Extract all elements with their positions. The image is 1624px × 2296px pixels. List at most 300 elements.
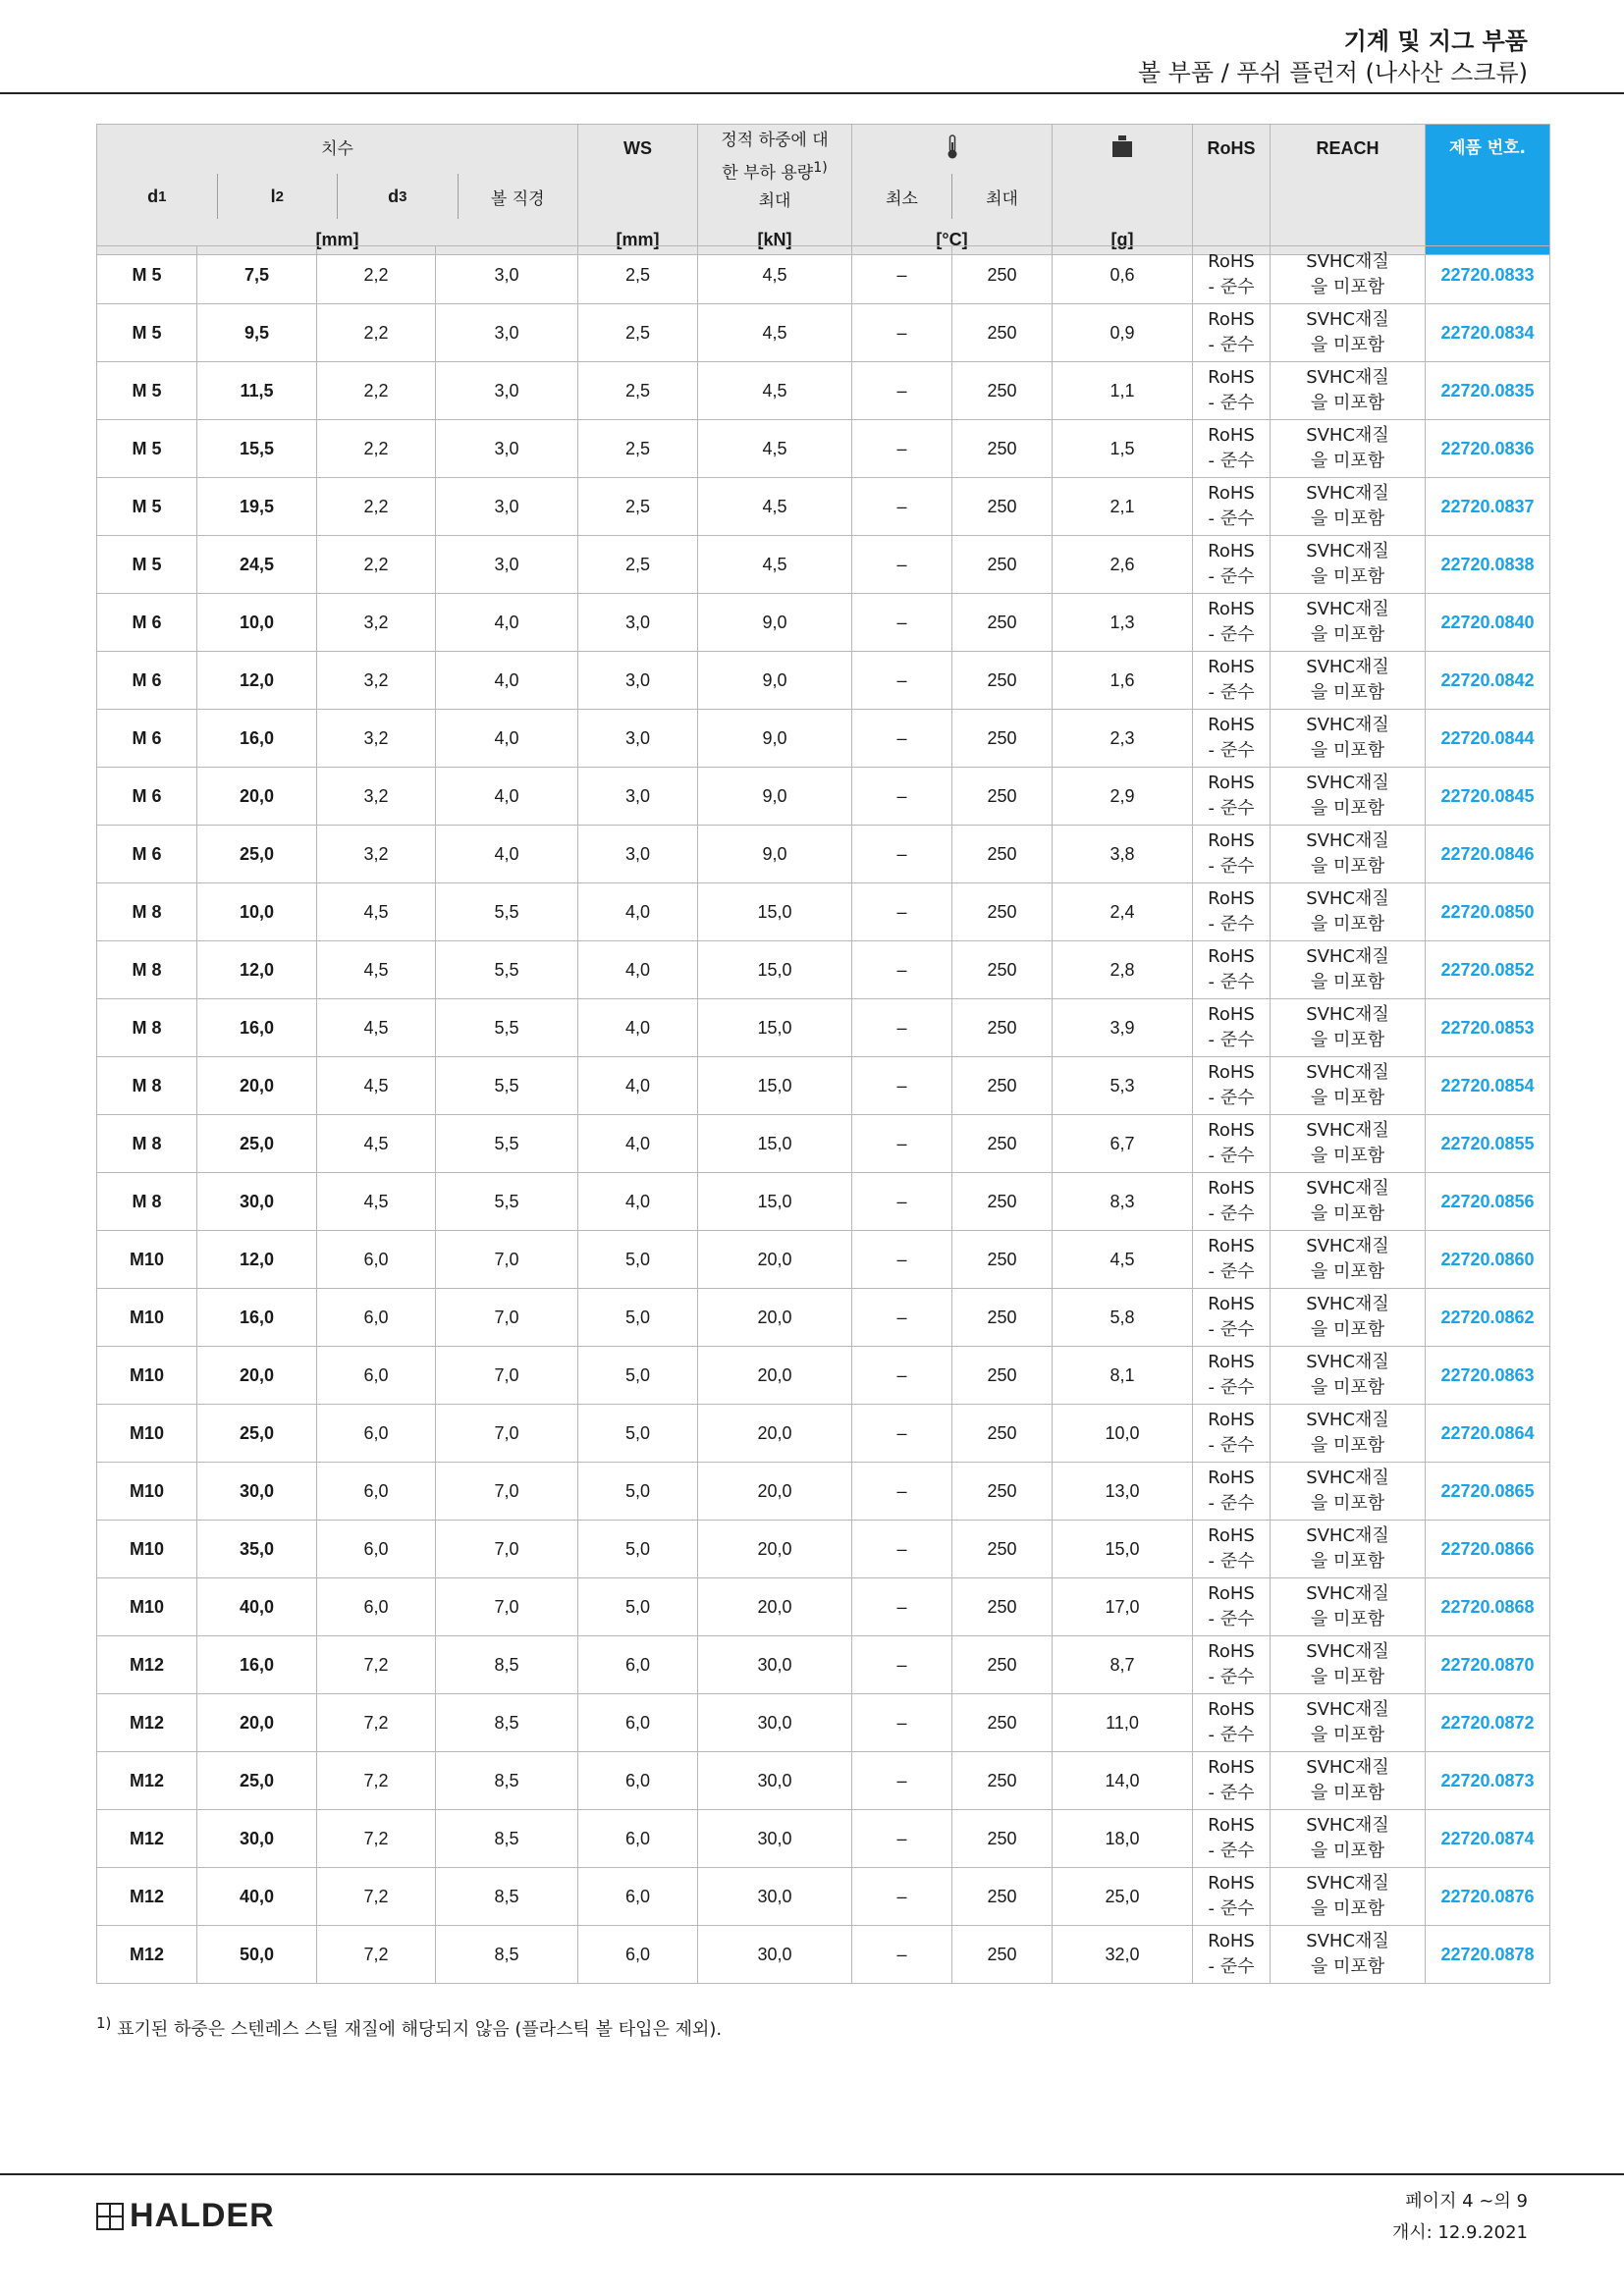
cell-d1: M10 — [97, 1578, 197, 1636]
rohs-line1: RoHS — [1208, 425, 1255, 446]
cell-d1: M10 — [97, 1347, 197, 1405]
rohs-line2: - 준수 — [1208, 508, 1255, 529]
rohs-line2: - 준수 — [1208, 335, 1255, 355]
table-row — [97, 536, 1550, 594]
cell-load: 30,0 — [698, 1810, 852, 1868]
cell-load: 4,5 — [698, 536, 852, 594]
cell-reach — [1271, 1405, 1426, 1463]
cell-d3: 2,2 — [317, 362, 436, 420]
part-number-label: 제품 번호. — [1448, 138, 1527, 158]
reach-line2: 을 미포함 — [1310, 1030, 1385, 1050]
cell-l2: 25,0 — [197, 1115, 317, 1173]
cell-part-number[interactable]: 22720.0844 — [1426, 710, 1550, 768]
cell-weight: 32,0 — [1053, 1926, 1193, 1984]
cell-d3: 7,2 — [317, 1868, 436, 1926]
cell-temp-min: – — [852, 1636, 952, 1694]
cell-ball-diameter: 8,5 — [436, 1810, 578, 1868]
table-row — [97, 478, 1550, 536]
cell-ws: 5,0 — [578, 1463, 698, 1521]
table-row — [97, 1115, 1550, 1173]
reach-line2: 을 미포함 — [1310, 1956, 1385, 1977]
rohs-line2: - 준수 — [1208, 1841, 1255, 1861]
cell-load: 30,0 — [698, 1694, 852, 1752]
cell-d1: M 6 — [97, 768, 197, 826]
publish-date: 개시: 12.9.2021 — [1391, 2222, 1528, 2243]
cell-load: 4,5 — [698, 246, 852, 304]
cell-temp-min: – — [852, 768, 952, 826]
rohs-label: RoHS — [1207, 138, 1256, 158]
cell-part-number[interactable]: 22720.0873 — [1426, 1752, 1550, 1810]
load-header — [698, 125, 852, 255]
cell-d1: M 6 — [97, 826, 197, 883]
cell-ball-diameter: 5,5 — [436, 999, 578, 1057]
reach-line2: 을 미포함 — [1310, 740, 1385, 761]
cell-part-number[interactable]: 22720.0865 — [1426, 1463, 1550, 1521]
cell-reach — [1271, 594, 1426, 652]
cell-part-number[interactable]: 22720.0837 — [1426, 478, 1550, 536]
cell-ball-diameter: 3,0 — [436, 362, 578, 420]
cell-d3: 4,5 — [317, 1173, 436, 1231]
table-row — [97, 883, 1550, 941]
reach-line2: 을 미포함 — [1310, 1319, 1385, 1340]
table-row — [97, 1752, 1550, 1810]
cell-temp-max: 250 — [952, 1636, 1053, 1694]
cell-reach — [1271, 652, 1426, 710]
rohs-line1: RoHS — [1208, 1757, 1255, 1778]
cell-part-number[interactable]: 22720.0864 — [1426, 1405, 1550, 1463]
reach-line1: SVHC재질 — [1306, 425, 1389, 446]
rohs-line1: RoHS — [1208, 483, 1255, 504]
cell-rohs — [1193, 652, 1271, 710]
rohs-line2: - 준수 — [1208, 1493, 1255, 1514]
cell-part-number[interactable]: 22720.0876 — [1426, 1868, 1550, 1926]
cell-reach — [1271, 478, 1426, 536]
ws-label: WS — [623, 138, 652, 158]
rohs-line2: - 준수 — [1208, 624, 1255, 645]
reach-line2: 을 미포함 — [1310, 335, 1385, 355]
cell-d1: M 6 — [97, 594, 197, 652]
cell-ws: 5,0 — [578, 1289, 698, 1347]
cell-reach — [1271, 710, 1426, 768]
cell-l2: 20,0 — [197, 1694, 317, 1752]
cell-temp-min: – — [852, 1868, 952, 1926]
cell-load: 15,0 — [698, 1057, 852, 1115]
cell-rohs — [1193, 478, 1271, 536]
cell-l2: 16,0 — [197, 710, 317, 768]
cell-rohs — [1193, 1636, 1271, 1694]
rohs-line2: - 준수 — [1208, 1146, 1255, 1166]
cell-part-number[interactable]: 22720.0862 — [1426, 1289, 1550, 1347]
cell-weight: 2,8 — [1053, 941, 1193, 999]
rohs-line1: RoHS — [1208, 1062, 1255, 1083]
cell-l2: 25,0 — [197, 1405, 317, 1463]
rohs-line2: - 준수 — [1208, 1898, 1255, 1919]
cell-temp-max: 250 — [952, 536, 1053, 594]
cell-weight: 18,0 — [1053, 1810, 1193, 1868]
rohs-line1: RoHS — [1208, 599, 1255, 619]
load-label — [698, 127, 851, 215]
cell-ws: 2,5 — [578, 536, 698, 594]
cell-part-number[interactable]: 22720.0855 — [1426, 1115, 1550, 1173]
reach-line1: SVHC재질 — [1306, 888, 1389, 909]
cell-ball-diameter: 4,0 — [436, 594, 578, 652]
reach-line2: 을 미포함 — [1310, 1203, 1385, 1224]
cell-ws: 5,0 — [578, 1347, 698, 1405]
rohs-line2: - 준수 — [1208, 856, 1255, 877]
cell-ws: 3,0 — [578, 826, 698, 883]
cell-weight: 8,1 — [1053, 1347, 1193, 1405]
cell-ws: 5,0 — [578, 1521, 698, 1578]
cell-part-number[interactable]: 22720.0853 — [1426, 999, 1550, 1057]
rohs-line2: - 준수 — [1208, 1609, 1255, 1629]
cell-d1: M12 — [97, 1694, 197, 1752]
rohs-line2: - 준수 — [1208, 972, 1255, 992]
reach-line1: SVHC재질 — [1306, 1641, 1389, 1662]
table-header-row — [97, 125, 1550, 255]
cell-l2: 30,0 — [197, 1463, 317, 1521]
cell-ws: 2,5 — [578, 478, 698, 536]
d3-header: d 3 — [337, 174, 458, 219]
reach-line2: 을 미포함 — [1310, 1783, 1385, 1803]
cell-d1: M 6 — [97, 652, 197, 710]
table-row — [97, 1463, 1550, 1521]
cell-rohs — [1193, 1347, 1271, 1405]
reach-line1: SVHC재질 — [1306, 1236, 1389, 1256]
cell-ws: 4,0 — [578, 1173, 698, 1231]
cell-d3: 6,0 — [317, 1405, 436, 1463]
cell-part-number[interactable]: 22720.0872 — [1426, 1694, 1550, 1752]
table-row — [97, 652, 1550, 710]
table-row — [97, 1521, 1550, 1578]
cell-part-number[interactable]: 22720.0863 — [1426, 1347, 1550, 1405]
reach-line1: SVHC재질 — [1306, 1525, 1389, 1546]
rohs-line1: RoHS — [1208, 1120, 1255, 1141]
cell-l2: 16,0 — [197, 999, 317, 1057]
cell-ball-diameter: 3,0 — [436, 536, 578, 594]
cell-part-number[interactable]: 22720.0845 — [1426, 768, 1550, 826]
cell-part-number[interactable]: 22720.0868 — [1426, 1578, 1550, 1636]
rohs-line1: RoHS — [1208, 946, 1255, 967]
cell-weight: 2,3 — [1053, 710, 1193, 768]
cell-ball-diameter: 7,0 — [436, 1463, 578, 1521]
cell-d3: 6,0 — [317, 1289, 436, 1347]
rohs-header — [1193, 125, 1271, 255]
cell-ws: 4,0 — [578, 1115, 698, 1173]
cell-temp-max: 250 — [952, 1057, 1053, 1115]
reach-line2: 을 미포함 — [1310, 277, 1385, 297]
rohs-line2: - 준수 — [1208, 1319, 1255, 1340]
cell-rohs — [1193, 594, 1271, 652]
table-row — [97, 304, 1550, 362]
cell-l2: 15,5 — [197, 420, 317, 478]
cell-part-number[interactable]: 22720.0860 — [1426, 1231, 1550, 1289]
cell-ball-diameter: 4,0 — [436, 652, 578, 710]
cell-ws: 4,0 — [578, 1057, 698, 1115]
cell-d3: 3,2 — [317, 826, 436, 883]
cell-load: 9,0 — [698, 710, 852, 768]
rohs-line1: RoHS — [1208, 715, 1255, 735]
reach-line2: 을 미포함 — [1310, 566, 1385, 587]
cell-load: 20,0 — [698, 1578, 852, 1636]
cell-weight: 0,9 — [1053, 304, 1193, 362]
load-label-line2: 한 부하 용량$^{1)}$ — [722, 160, 828, 184]
cell-d3: 4,5 — [317, 999, 436, 1057]
rohs-line2: - 준수 — [1208, 682, 1255, 703]
reach-line2: 을 미포함 — [1310, 1261, 1385, 1282]
cell-temp-min: – — [852, 1694, 952, 1752]
cell-part-number[interactable]: 22720.0878 — [1426, 1926, 1550, 1984]
cell-weight: 6,7 — [1053, 1115, 1193, 1173]
cell-weight: 8,3 — [1053, 1173, 1193, 1231]
reach-line1: SVHC재질 — [1306, 946, 1389, 967]
reach-line1: SVHC재질 — [1306, 773, 1389, 793]
cell-temp-max: 250 — [952, 1231, 1053, 1289]
cell-rohs — [1193, 246, 1271, 304]
reach-line1: SVHC재질 — [1306, 715, 1389, 735]
cell-d1: M 8 — [97, 1057, 197, 1115]
rohs-line1: RoHS — [1208, 773, 1255, 793]
table-row — [97, 1578, 1550, 1636]
footnote-mark: 1) — [96, 2014, 112, 2032]
cell-ws: 2,5 — [578, 246, 698, 304]
cell-d1: M 8 — [97, 1173, 197, 1231]
cell-weight: 1,5 — [1053, 420, 1193, 478]
cell-load: 30,0 — [698, 1926, 852, 1984]
reach-line2: 을 미포함 — [1310, 1609, 1385, 1629]
cell-load: 4,5 — [698, 478, 852, 536]
cell-ball-diameter: 5,5 — [436, 1115, 578, 1173]
cell-temp-min: – — [852, 1578, 952, 1636]
cell-d1: M 8 — [97, 883, 197, 941]
cell-d1: M12 — [97, 1752, 197, 1810]
table-row — [97, 710, 1550, 768]
cell-part-number[interactable]: 22720.0866 — [1426, 1521, 1550, 1578]
cell-d1: M12 — [97, 1868, 197, 1926]
cell-rohs — [1193, 362, 1271, 420]
page-subtitle: 볼 부품 / 푸쉬 플런저 (나사산 스크류) — [1137, 59, 1528, 86]
rohs-line1: RoHS — [1208, 1699, 1255, 1720]
cell-load: 9,0 — [698, 594, 852, 652]
rohs-line2: - 준수 — [1208, 1667, 1255, 1687]
cell-l2: 25,0 — [197, 1752, 317, 1810]
ws-unit: [mm] — [616, 230, 660, 249]
cell-temp-max: 250 — [952, 1926, 1053, 1984]
reach-line2: 을 미포함 — [1310, 1493, 1385, 1514]
rohs-line2: - 준수 — [1208, 1030, 1255, 1050]
cell-temp-max: 250 — [952, 1115, 1053, 1173]
cell-d3: 3,2 — [317, 768, 436, 826]
cell-ws: 5,0 — [578, 1231, 698, 1289]
temperature-icon-wrap — [852, 134, 1052, 168]
cell-part-number[interactable]: 22720.0852 — [1426, 941, 1550, 999]
load-label-line1: 정적 하중에 대 — [721, 131, 829, 150]
cell-ball-diameter: 4,0 — [436, 768, 578, 826]
cell-rohs — [1193, 1289, 1271, 1347]
cell-part-number[interactable]: 22720.0834 — [1426, 304, 1550, 362]
table-row — [97, 420, 1550, 478]
cell-rohs — [1193, 1578, 1271, 1636]
cell-load: 30,0 — [698, 1868, 852, 1926]
reach-line2: 을 미포함 — [1310, 624, 1385, 645]
cell-part-number[interactable]: 22720.0842 — [1426, 652, 1550, 710]
cell-weight: 17,0 — [1053, 1578, 1193, 1636]
cell-reach — [1271, 1521, 1426, 1578]
reach-line1: SVHC재질 — [1306, 1178, 1389, 1199]
cell-load: 15,0 — [698, 883, 852, 941]
cell-ws: 6,0 — [578, 1926, 698, 1984]
cell-d3: 6,0 — [317, 1347, 436, 1405]
cell-temp-max: 250 — [952, 1868, 1053, 1926]
cell-ball-diameter: 3,0 — [436, 304, 578, 362]
rohs-line2: - 준수 — [1208, 1783, 1255, 1803]
cell-weight: 15,0 — [1053, 1521, 1193, 1578]
rohs-line2: - 준수 — [1208, 1088, 1255, 1108]
cell-l2: 10,0 — [197, 594, 317, 652]
cell-weight: 2,4 — [1053, 883, 1193, 941]
reach-line2: 을 미포함 — [1310, 508, 1385, 529]
cell-d3: 2,2 — [317, 536, 436, 594]
table-row — [97, 1810, 1550, 1868]
thermometer-icon — [946, 134, 959, 160]
cell-load: 4,5 — [698, 362, 852, 420]
table-row — [97, 1289, 1550, 1347]
weight-icon-wrap — [1053, 134, 1192, 166]
cell-temp-max: 250 — [952, 768, 1053, 826]
brand-logo — [96, 2197, 275, 2235]
rohs-line1: RoHS — [1208, 1352, 1255, 1372]
cell-part-number[interactable]: 22720.0870 — [1426, 1636, 1550, 1694]
cell-temp-min: – — [852, 1463, 952, 1521]
cell-d1: M 5 — [97, 362, 197, 420]
cell-rohs — [1193, 1115, 1271, 1173]
cell-l2: 12,0 — [197, 652, 317, 710]
cell-l2: 16,0 — [197, 1289, 317, 1347]
cell-rohs — [1193, 1057, 1271, 1115]
cell-ball-diameter: 8,5 — [436, 1694, 578, 1752]
cell-reach — [1271, 1694, 1426, 1752]
cell-weight: 2,9 — [1053, 768, 1193, 826]
cell-temp-max: 250 — [952, 826, 1053, 883]
cell-load: 9,0 — [698, 652, 852, 710]
cell-rohs — [1193, 1752, 1271, 1810]
cell-load: 9,0 — [698, 768, 852, 826]
cell-load: 30,0 — [698, 1752, 852, 1810]
cell-ball-diameter: 5,5 — [436, 941, 578, 999]
reach-line2: 을 미포함 — [1310, 1146, 1385, 1166]
temperature-header — [852, 125, 1053, 255]
ball-diameter-header: 볼 직경 — [458, 174, 578, 219]
rohs-line2: - 준수 — [1208, 566, 1255, 587]
cell-ball-diameter: 8,5 — [436, 1636, 578, 1694]
cell-ball-diameter: 8,5 — [436, 1752, 578, 1810]
cell-part-number[interactable]: 22720.0833 — [1426, 246, 1550, 304]
cell-temp-min: – — [852, 883, 952, 941]
table-row — [97, 594, 1550, 652]
cell-l2: 9,5 — [197, 304, 317, 362]
cell-part-number[interactable]: 22720.0856 — [1426, 1173, 1550, 1231]
header-divider — [0, 92, 1624, 94]
cell-rohs — [1193, 1231, 1271, 1289]
cell-part-number[interactable]: 22720.0874 — [1426, 1810, 1550, 1868]
cell-part-number[interactable]: 22720.0835 — [1426, 362, 1550, 420]
reach-line2: 을 미포함 — [1310, 1841, 1385, 1861]
cell-part-number[interactable]: 22720.0854 — [1426, 1057, 1550, 1115]
table-row — [97, 999, 1550, 1057]
cell-temp-max: 250 — [952, 478, 1053, 536]
cell-part-number[interactable]: 22720.0840 — [1426, 594, 1550, 652]
rohs-line2: - 준수 — [1208, 393, 1255, 413]
cell-load: 4,5 — [698, 304, 852, 362]
cell-part-number[interactable]: 22720.0836 — [1426, 420, 1550, 478]
reach-line1: SVHC재질 — [1306, 251, 1389, 272]
cell-l2: 10,0 — [197, 883, 317, 941]
cell-ws: 3,0 — [578, 594, 698, 652]
rohs-line1: RoHS — [1208, 1236, 1255, 1256]
product-spec-table-body — [96, 245, 1550, 1984]
cell-d3: 4,5 — [317, 1115, 436, 1173]
cell-rohs — [1193, 1405, 1271, 1463]
halder-logo-icon — [96, 2203, 124, 2230]
cell-rohs — [1193, 999, 1271, 1057]
cell-load: 20,0 — [698, 1347, 852, 1405]
reach-line1: SVHC재질 — [1306, 1352, 1389, 1372]
reach-line1: SVHC재질 — [1306, 483, 1389, 504]
reach-line1: SVHC재질 — [1306, 599, 1389, 619]
cell-ball-diameter: 4,0 — [436, 826, 578, 883]
cell-temp-max: 250 — [952, 883, 1053, 941]
reach-line2: 을 미포함 — [1310, 1725, 1385, 1745]
product-spec-table — [96, 124, 1550, 255]
rohs-line1: RoHS — [1208, 1583, 1255, 1604]
cell-temp-min: – — [852, 362, 952, 420]
cell-ws: 2,5 — [578, 420, 698, 478]
rohs-line1: RoHS — [1208, 541, 1255, 561]
cell-l2: 40,0 — [197, 1868, 317, 1926]
reach-line1: SVHC재질 — [1306, 1699, 1389, 1720]
table-row — [97, 1405, 1550, 1463]
temp-min-header: 최소 — [886, 188, 918, 209]
cell-reach — [1271, 1057, 1426, 1115]
dimensions-unit: [mm] — [315, 230, 359, 249]
rohs-line2: - 준수 — [1208, 451, 1255, 471]
cell-part-number[interactable]: 22720.0838 — [1426, 536, 1550, 594]
page-title: 기계 및 지그 부품 — [1343, 27, 1528, 55]
load-footnote-mark: 1) — [813, 160, 828, 176]
cell-reach — [1271, 304, 1426, 362]
temp-max-header: 최대 — [951, 174, 1052, 219]
cell-ball-diameter: 5,5 — [436, 883, 578, 941]
cell-load: 20,0 — [698, 1521, 852, 1578]
cell-d1: M 5 — [97, 536, 197, 594]
cell-temp-max: 250 — [952, 304, 1053, 362]
cell-d3: 6,0 — [317, 1231, 436, 1289]
rohs-line1: RoHS — [1208, 657, 1255, 677]
cell-temp-max: 250 — [952, 420, 1053, 478]
weight-unit: [g] — [1110, 230, 1134, 249]
cell-l2: 16,0 — [197, 1636, 317, 1694]
table-row — [97, 1347, 1550, 1405]
rohs-line2: - 준수 — [1208, 1435, 1255, 1456]
cell-temp-max: 250 — [952, 1289, 1053, 1347]
cell-d3: 3,2 — [317, 652, 436, 710]
rohs-line2: - 준수 — [1208, 1956, 1255, 1977]
cell-l2: 30,0 — [197, 1173, 317, 1231]
cell-part-number[interactable]: 22720.0846 — [1426, 826, 1550, 883]
cell-part-number[interactable]: 22720.0850 — [1426, 883, 1550, 941]
cell-ball-diameter: 3,0 — [436, 478, 578, 536]
table-row — [97, 1926, 1550, 1984]
cell-temp-min: – — [852, 304, 952, 362]
